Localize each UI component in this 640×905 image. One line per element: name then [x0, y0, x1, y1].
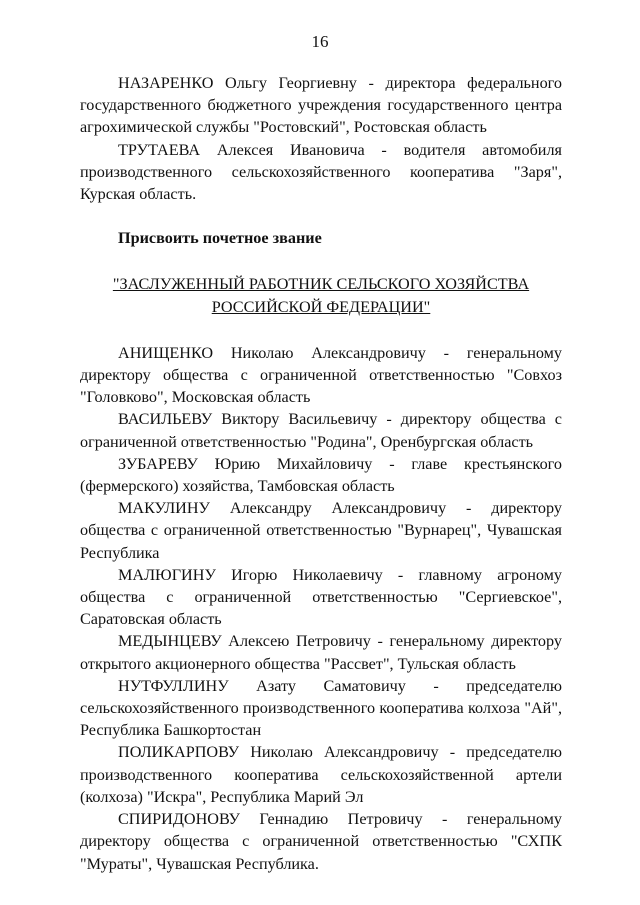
award-entry: ЗУБАРЕВУ Юрию Михайловичу - главе крестьянского (фермерского) хозяйства, Тамбовская область	[80, 454, 562, 496]
award-entry: ВАСИЛЬЕВУ Виктору Васильевичу - директору общества с ограниченной ответственностью "Родина", Оренбургская область	[80, 410, 562, 451]
award-entry: НУТФУЛЛИНУ Азату Саматовичу - председателю сельскохозяйственного производственного кооператива колхоза "Ай", Республика Башкортостан	[80, 676, 562, 740]
honorary-title-line: "ЗАСЛУЖЕННЫЙ РАБОТНИК СЕЛЬСКОГО ХОЗЯЙСТВА	[112, 275, 530, 294]
award-entry: МАКУЛИНУ Александру Александровичу - директору общества с ограниченной ответственностью "Вурнарец", Чувашская Республика	[80, 499, 562, 562]
honorary-title-line: РОССИЙСКОЙ ФЕДЕРАЦИИ"	[211, 297, 431, 316]
award-entry: АНИЩЕНКО Николаю Александровичу - генеральному директору общества с ограниченной ответственностью "Совхоз "Головково", Московская область	[80, 343, 562, 407]
award-entry: ПОЛИКАРПОВУ Николаю Александровичу - председателю производственного кооператива сельскохозяйственной артели (колхоза) "Искра", Республика Марий Эл	[80, 743, 562, 806]
award-list-top	[80, 72, 562, 205]
section-heading: Присвоить почетное звание	[118, 229, 322, 248]
award-entry: МЕДЫНЦЕВУ Алексею Петровичу - генеральному директору открытого акционерного общества "Рассвет", Тульская область	[80, 632, 562, 673]
award-entry: ТРУТАЕВА Алексея Ивановича - водителя автомобиля производственного сельскохозяйственного кооператива "Заря", Курская область.	[80, 140, 562, 204]
document-body	[80, 72, 562, 875]
award-entry: СПИРИДОНОВУ Геннадию Петровичу - генеральному директору общества с ограниченной ответственностью "СХПК "Мураты", Чувашская Республика.	[80, 810, 562, 873]
page-number: 16	[311, 32, 329, 51]
honorary-title	[80, 273, 562, 317]
award-entry: МАЛЮГИНУ Игорю Николаевичу - главному агроному общества с ограниченной ответственностью "Сергиевское", Саратовская область	[80, 565, 562, 629]
award-entry: НАЗАРЕНКО Ольгу Георгиевну - директора федерального государственного бюджетного учреждения государственного центра агрохимической службы "Ростовский", Ростовская область	[80, 74, 562, 137]
award-list-bottom	[80, 342, 562, 875]
